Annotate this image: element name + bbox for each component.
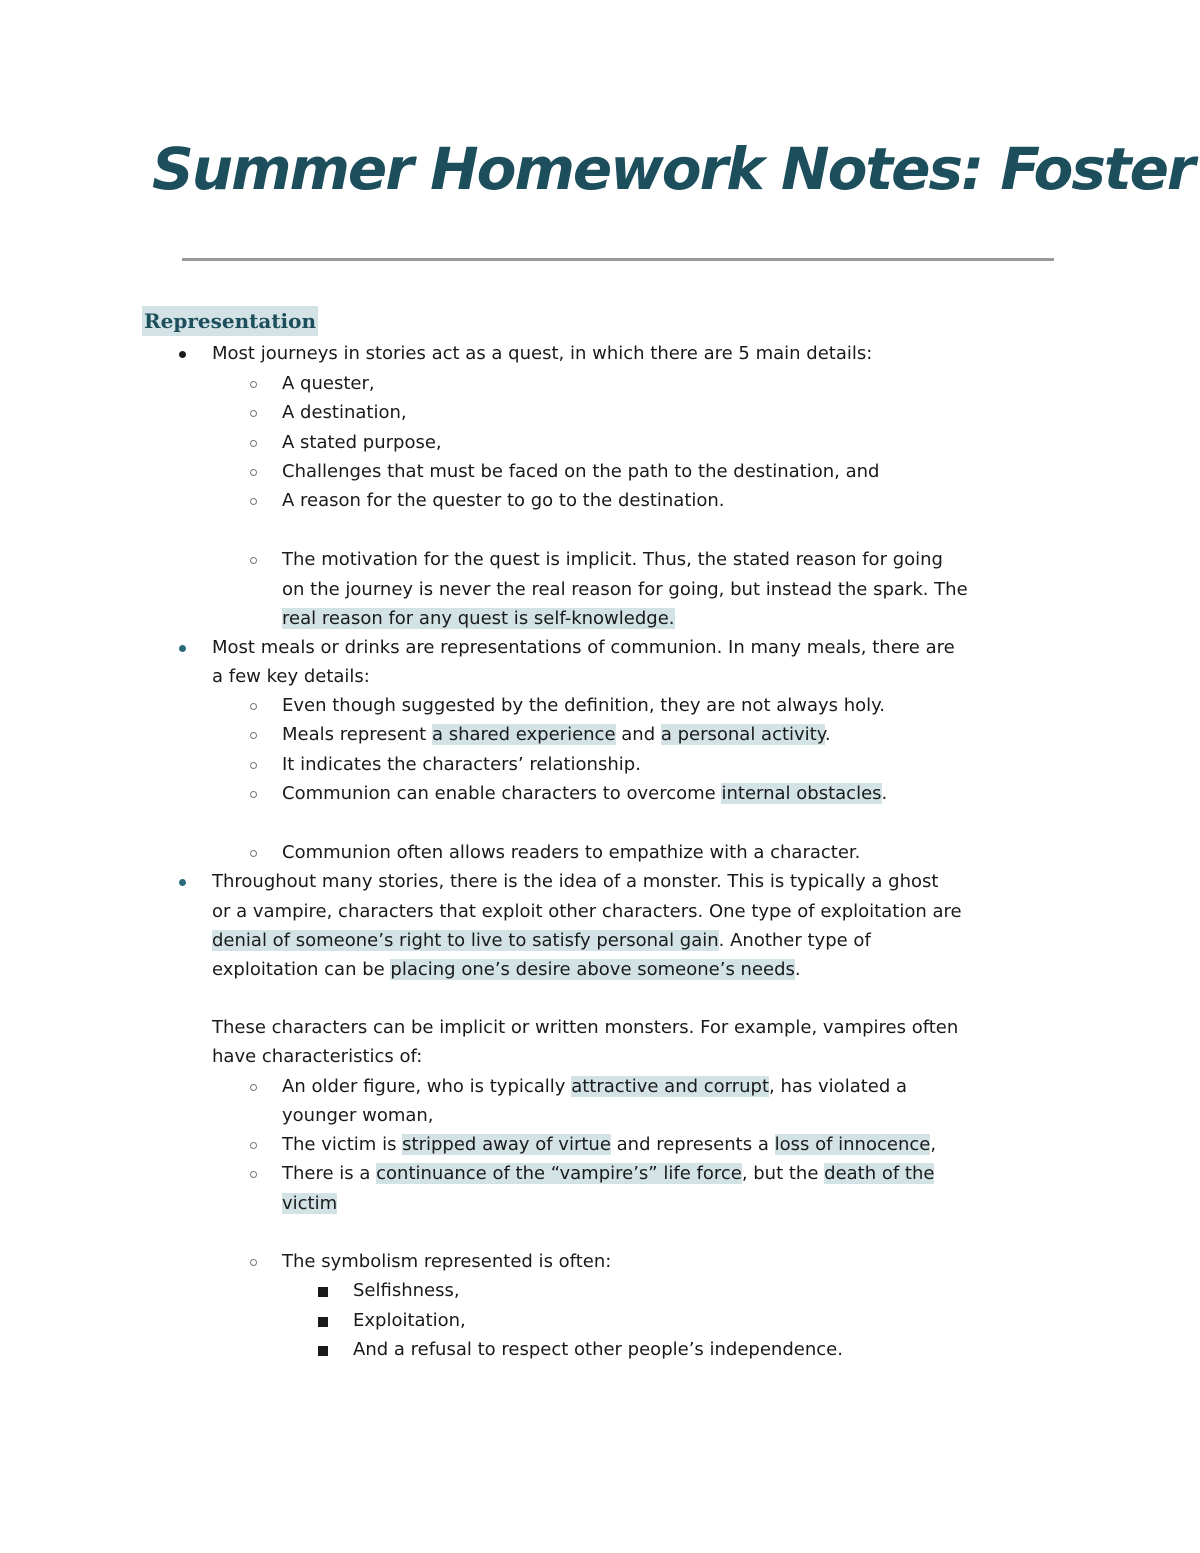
- text-line: [212, 870, 938, 894]
- bullet-hollow: [250, 557, 257, 564]
- text-segment: , but the: [741, 1163, 825, 1184]
- highlighted-text: death of the: [824, 1163, 935, 1184]
- bullet-hollow: [250, 1171, 257, 1178]
- text-segment: a few key details:: [212, 666, 370, 687]
- text-segment: An older figure, who is typically: [282, 1076, 572, 1097]
- text-line: [282, 841, 860, 865]
- text-segment: Most meals or drinks are representations of communion. In many meals, there are: [212, 637, 955, 658]
- bullet-hollow: [250, 381, 257, 388]
- text-line: [282, 1250, 611, 1274]
- text-line: [212, 900, 962, 924]
- text-line: [353, 1279, 460, 1303]
- text-segment: Meals represent: [282, 724, 432, 745]
- text-line: [212, 636, 955, 660]
- text-segment: and represents a: [610, 1134, 775, 1155]
- text-segment: A reason for the quester to go to the destination.: [282, 490, 725, 511]
- text-segment: . Another type of: [718, 930, 871, 951]
- text-line: [282, 431, 442, 455]
- highlighted-text: stripped away of virtue: [402, 1134, 611, 1155]
- bullet-filled: [179, 351, 186, 358]
- text-line: [282, 548, 943, 572]
- text-segment: or a vampire, characters that exploit other characters. One type of exploitation are: [212, 901, 962, 922]
- text-segment: A stated purpose,: [282, 432, 442, 453]
- text-segment: The victim is: [282, 1134, 403, 1155]
- highlighted-text: real reason for any quest is self-knowledge.: [282, 608, 675, 629]
- text-segment: have characteristics of:: [212, 1046, 423, 1067]
- text-line: [212, 665, 370, 689]
- bullet-hollow: [250, 1142, 257, 1149]
- text-segment: .: [824, 724, 831, 745]
- highlighted-text: placing one’s desire above someone’s needs: [390, 959, 795, 980]
- text-segment: on the journey is never the real reason for going, but instead the spark. The: [282, 579, 968, 600]
- text-line: [282, 1192, 337, 1216]
- bullet-square: [318, 1346, 328, 1356]
- text-line: [282, 1162, 934, 1186]
- text-segment: It indicates the characters’ relationship.: [282, 754, 641, 775]
- bullet-hollow: [250, 440, 257, 447]
- text-line: [212, 1016, 958, 1040]
- highlighted-text: a personal activity: [660, 724, 825, 745]
- text-line: [282, 1075, 907, 1099]
- text-segment: , has violated a: [769, 1076, 908, 1097]
- section-heading: Representation: [142, 306, 318, 336]
- text-segment: Challenges that must be faced on the path to the destination, and: [282, 461, 880, 482]
- text-line: [282, 401, 407, 425]
- text-segment: exploitation can be: [212, 959, 391, 980]
- text-line: [212, 929, 871, 953]
- bullet-hollow: [250, 703, 257, 710]
- text-line: [282, 607, 675, 631]
- highlighted-text: a shared experience: [431, 724, 616, 745]
- highlighted-text: loss of innocence: [774, 1134, 931, 1155]
- text-line: [282, 782, 887, 806]
- text-line: [282, 694, 885, 718]
- bullet-hollow: [250, 762, 257, 769]
- text-segment: .: [794, 959, 801, 980]
- bullet-square: [318, 1317, 328, 1327]
- bullet-hollow: [250, 410, 257, 417]
- text-segment: Most journeys in stories act as a quest, in which there are 5 main details:: [212, 343, 873, 364]
- bullet-hollow: [250, 498, 257, 505]
- text-segment: There is a: [282, 1163, 377, 1184]
- document-title: Summer Homework Notes: Foster: [152, 135, 1194, 203]
- text-segment: ,: [930, 1134, 937, 1155]
- text-line: [282, 723, 831, 747]
- text-segment: Throughout many stories, there is the idea of a monster. This is typically a ghost: [212, 871, 939, 892]
- text-line: [282, 460, 879, 484]
- text-line: [353, 1338, 843, 1362]
- bullet-filled: [179, 645, 186, 652]
- text-line: [282, 753, 641, 777]
- text-segment: and: [615, 724, 661, 745]
- text-segment: A quester,: [282, 373, 375, 394]
- highlighted-text: continuance of the “vampire’s” life force: [376, 1163, 742, 1184]
- bullet-hollow: [250, 1084, 257, 1091]
- text-segment: Exploitation,: [353, 1310, 466, 1331]
- text-segment: Selfishness,: [353, 1280, 460, 1301]
- bullet-hollow: [250, 469, 257, 476]
- text-segment: Communion can enable characters to overcome: [282, 783, 722, 804]
- text-line: [282, 578, 968, 602]
- highlighted-text: denial of someone’s right to live to satisfy personal gain: [212, 930, 719, 951]
- text-segment: A destination,: [282, 402, 407, 423]
- text-line: [212, 1045, 422, 1069]
- title-divider: [182, 258, 1054, 261]
- bullet-hollow: [250, 791, 257, 798]
- text-segment: Communion often allows readers to empathize with a character.: [282, 842, 861, 863]
- text-segment: These characters can be implicit or written monsters. For example, vampires often: [212, 1017, 959, 1038]
- bullet-hollow: [250, 732, 257, 739]
- bullet-filled: [179, 879, 186, 886]
- bullet-hollow: [250, 850, 257, 857]
- text-line: [282, 372, 375, 396]
- bullet-square: [318, 1287, 328, 1297]
- text-line: [212, 958, 801, 982]
- text-segment: younger woman,: [282, 1105, 434, 1126]
- text-line: [212, 342, 872, 366]
- text-segment: Even though suggested by the definition, they are not always holy.: [282, 695, 885, 716]
- text-line: [353, 1309, 466, 1333]
- text-segment: .: [881, 783, 888, 804]
- text-segment: And a refusal to respect other people’s independence.: [353, 1339, 843, 1360]
- text-line: [282, 1104, 434, 1128]
- text-line: [282, 489, 725, 513]
- text-segment: The symbolism represented is often:: [282, 1251, 612, 1272]
- highlighted-text: attractive and corrupt: [571, 1076, 770, 1097]
- highlighted-text: internal obstacles: [721, 783, 882, 804]
- text-segment: The motivation for the quest is implicit. Thus, the stated reason for going: [282, 549, 943, 570]
- highlighted-text: victim: [282, 1193, 338, 1214]
- bullet-hollow: [250, 1259, 257, 1266]
- text-line: [282, 1133, 936, 1157]
